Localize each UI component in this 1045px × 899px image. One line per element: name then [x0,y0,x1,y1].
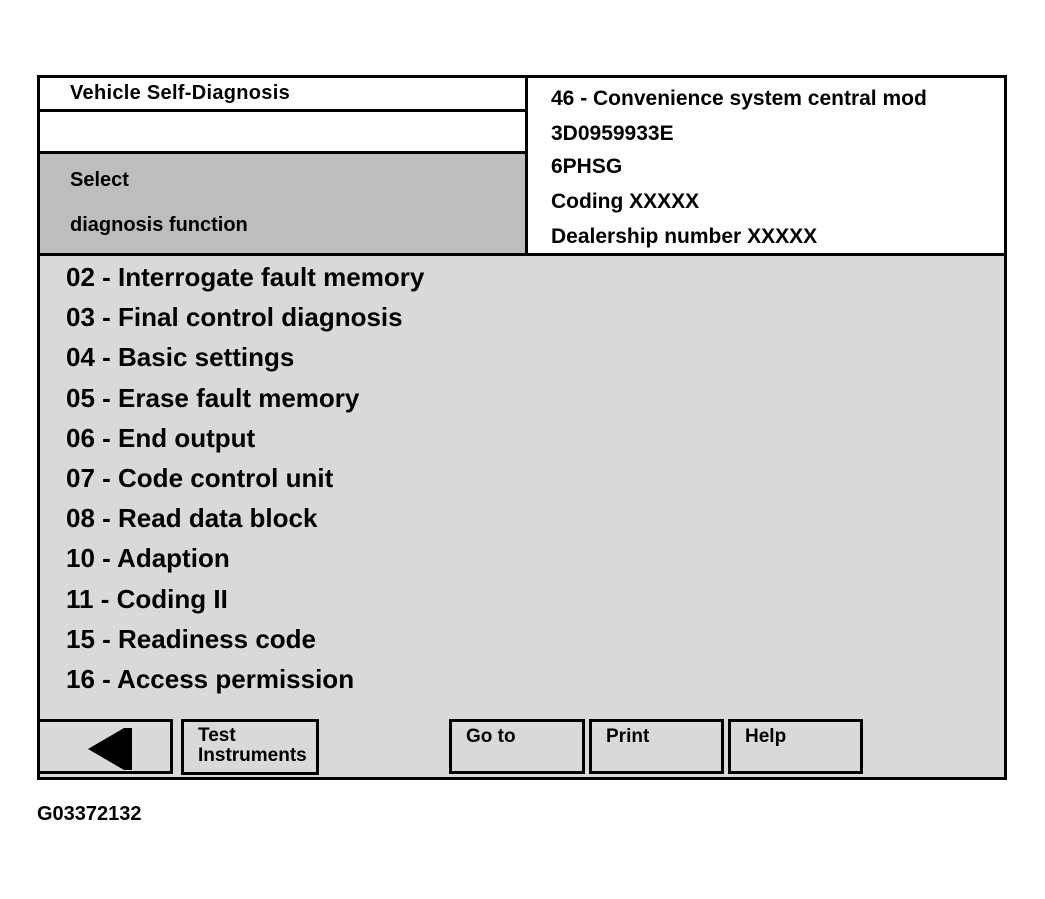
control-unit-info [525,78,1004,253]
function-item[interactable]: 08 - Read data block [66,503,318,534]
dealer-label: Dealership number [551,225,742,248]
dealer-value: XXXXX [747,225,818,248]
coding-label: Coding [551,190,624,213]
goto-button[interactable] [449,719,585,774]
prompt-text-line2: diagnosis function [70,214,248,236]
function-item[interactable]: 06 - End output [66,422,256,453]
diagnosis-screen [37,75,1007,780]
function-item[interactable]: 10 - Adaption [66,543,230,574]
figure-id: G03372132 [37,803,142,825]
blank-field [40,112,525,154]
test-instruments-label [198,726,307,766]
back-button[interactable] [40,719,173,774]
function-item[interactable]: 16 - Access permission [66,663,355,694]
print-button[interactable] [589,719,724,774]
test-label-line1: Test [198,725,236,746]
title-box [40,78,525,112]
print-label: Print [606,726,650,747]
function-list [66,260,424,702]
test-instruments-button[interactable] [181,719,319,775]
help-button[interactable] [728,719,863,774]
back-arrow-icon [88,728,124,770]
header-left [40,78,525,253]
function-item[interactable]: 07 - Code control unit [66,462,334,493]
help-label: Help [745,726,787,747]
component-index: 6PHSG [551,155,623,178]
prompt-text-line1: Select [70,169,129,191]
test-label-line2: Instruments [198,745,307,766]
screen-title: Vehicle Self-Diagnosis [70,82,291,104]
function-item[interactable]: 11 - Coding II [66,583,228,614]
function-item[interactable]: 05 - Erase fault memory [66,382,360,413]
control-unit-name: 46 - Convenience system central mod [551,87,927,110]
back-arrow-bar [124,728,132,770]
function-item[interactable]: 02 - Interrogate fault memory [66,262,425,292]
goto-label: Go to [466,726,516,747]
function-item[interactable]: 04 - Basic settings [66,342,295,373]
prompt-box [40,154,525,253]
part-number: 3D0959933E [551,122,674,145]
coding-value: XXXXX [629,190,700,213]
dealer-line [551,225,817,249]
header-divider [40,253,1004,256]
coding-line [551,190,699,214]
function-item[interactable]: 03 - Final control diagnosis [66,302,403,333]
function-item[interactable]: 15 - Readiness code [66,623,316,654]
